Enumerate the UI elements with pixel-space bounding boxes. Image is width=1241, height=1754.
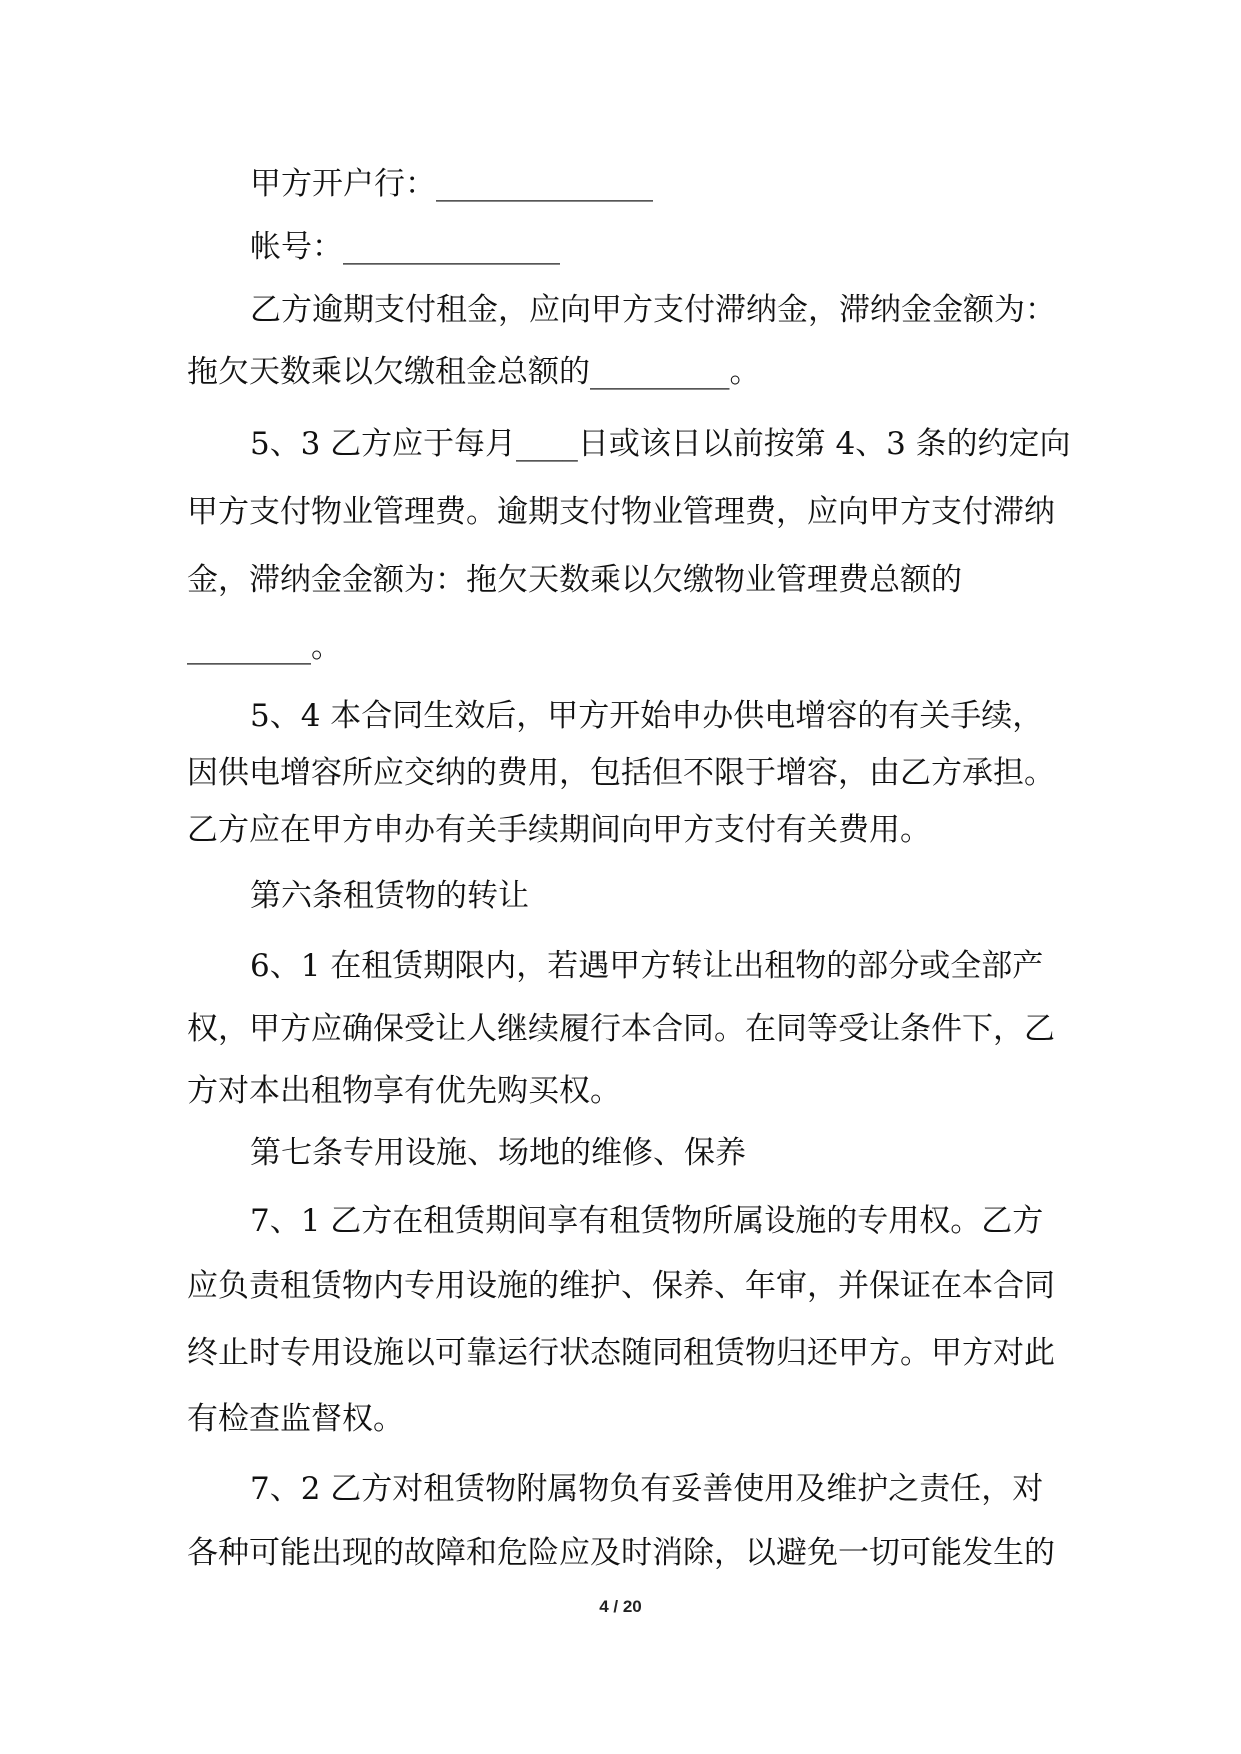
- text-line: 乙方应在甲方申办有关手续期间向甲方支付有关费用。: [187, 812, 931, 848]
- text-line: 甲方支付物业管理费。逾期支付物业管理费，应向甲方支付滞纳: [187, 494, 1055, 530]
- text-line: 乙方逾期支付租金，应向甲方支付滞纳金，滞纳金金额为：: [250, 292, 1056, 328]
- text-line: 因供电增容所应交纳的费用，包括但不限于增容，由乙方承担。: [187, 755, 1055, 791]
- section-heading: 第七条专用设施、场地的维修、保养: [250, 1135, 746, 1171]
- text-line: 应负责租赁物内专用设施的维护、保养、年审，并保证在本合同: [187, 1268, 1055, 1304]
- text-line: 金，滞纳金金额为：拖欠天数乘以欠缴物业管理费总额的: [187, 562, 962, 598]
- text-line: 帐号：______________: [250, 229, 560, 265]
- text-line: 7、1 乙方在租赁期间享有租赁物所属设施的专用权。乙方: [250, 1203, 1044, 1239]
- text-line: 方对本出租物享有优先购买权。: [187, 1073, 621, 1109]
- text-line: 拖欠天数乘以欠缴租金总额的_________。: [187, 354, 761, 390]
- text-line: ________。: [187, 629, 342, 665]
- text-line: 甲方开户行：______________: [250, 166, 653, 202]
- text-line: 6、1 在租赁期限内，若遇甲方转让出租物的部分或全部产: [250, 948, 1044, 984]
- text-line: 5、4 本合同生效后，甲方开始申办供电增容的有关手续，: [250, 698, 1044, 734]
- text-line: 权，甲方应确保受让人继续履行本合同。在同等受让条件下，乙: [187, 1011, 1055, 1047]
- section-heading: 第六条租赁物的转让: [250, 878, 529, 914]
- text-line: 7、2 乙方对租赁物附属物负有妥善使用及维护之责任，对: [250, 1471, 1044, 1507]
- page-number: 4 / 20: [599, 1597, 642, 1616]
- text-line: 各种可能出现的故障和危险应及时消除，以避免一切可能发生的: [187, 1535, 1055, 1571]
- text-line: 5、3 乙方应于每月____日或该日以前按第 4、3 条的约定向: [250, 426, 1071, 462]
- text-line: 终止时专用设施以可靠运行状态随同租赁物归还甲方。甲方对此: [187, 1335, 1055, 1371]
- text-line: 有检查监督权。: [187, 1401, 404, 1437]
